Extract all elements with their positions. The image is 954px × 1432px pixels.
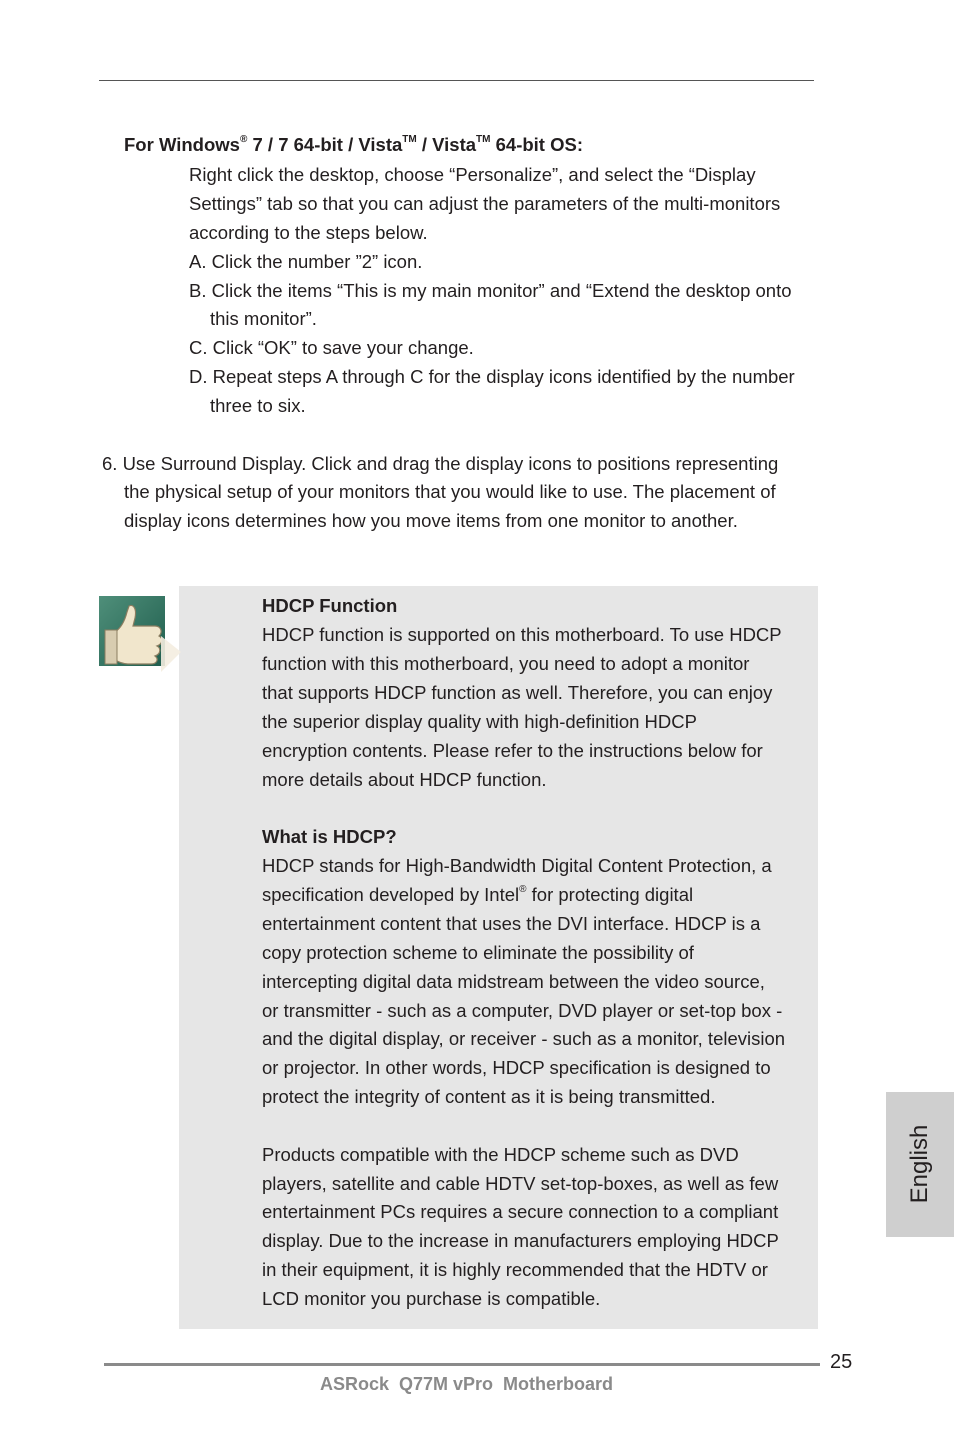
step-6-cont: the physical setup of your monitors that you would like to use. The placement of <box>124 481 776 502</box>
what-is-hdcp-title: What is HDCP? <box>262 826 397 847</box>
hdcp-para1-line: encryption contents. Please refer to the instructions below for <box>262 740 763 761</box>
hdcp-para2-line: copy protection scheme to eliminate the possibility of <box>262 942 694 963</box>
hdcp-para2-line: intercepting digital data midstream between the video source, <box>262 971 765 992</box>
hdcp-para3-line: display. Due to the increase in manufacturers employing HDCP <box>262 1230 779 1251</box>
hdcp-title: HDCP Function <box>262 595 398 616</box>
hdcp-para3-line: in their equipment, it is highly recommended that the HDTV or <box>262 1259 768 1280</box>
hdcp-para2-line: protect the integrity of content as it is being transmitted. <box>262 1086 716 1107</box>
windows-line: Settings” tab so that you can adjust the parameters of the multi-monitors <box>189 193 781 214</box>
hdcp-para1-line: that supports HDCP function as well. Therefore, you can enjoy <box>262 682 773 703</box>
footer-title: ASRock Q77M vPro Motherboard <box>320 1374 614 1394</box>
hdcp-para1-line: function with this motherboard, you need to adopt a monitor <box>262 653 750 674</box>
step-b: B. Click the items “This is my main monitor” and “Extend the desktop onto <box>189 280 792 301</box>
hdcp-para3-line: entertainment PCs requires a secure connection to a compliant <box>262 1201 779 1222</box>
footer-rule <box>104 1363 820 1366</box>
step-6: 6. Use Surround Display. Click and drag the display icons to positions representing <box>102 453 779 474</box>
step-a: A. Click the number ”2” icon. <box>189 251 423 272</box>
page-number: 25 <box>830 1351 853 1373</box>
hdcp-para3-line: players, satellite and cable HDTV set-top-boxes, as well as few <box>262 1173 779 1194</box>
windows-heading: For Windows® 7 / 7 64-bit / Vista™ / Vista™ 64-bit OS: <box>124 133 583 155</box>
step-d-cont: three to six. <box>210 395 306 416</box>
hdcp-para1-line: HDCP function is supported on this motherboard. To use HDCP <box>262 624 782 645</box>
hdcp-para3-line: Products compatible with the HDCP scheme such as DVD <box>262 1144 739 1165</box>
hdcp-para2-line: and the digital display, or receiver - such as a monitor, television <box>262 1028 786 1049</box>
step-b-cont: this monitor”. <box>210 308 317 329</box>
step-c: C. Click “OK” to save your change. <box>189 337 474 358</box>
step-d: D. Repeat steps A through C for the display icons identified by the number <box>189 366 795 387</box>
hdcp-para2-line: or projector. In other words, HDCP specification is designed to <box>262 1057 771 1078</box>
language-label: English <box>906 1124 933 1204</box>
hdcp-para1-line: more details about HDCP function. <box>262 769 547 790</box>
hdcp-para3-line: LCD monitor you purchase is compatible. <box>262 1288 601 1309</box>
header-rule <box>99 80 814 81</box>
language-tab <box>886 1092 954 1237</box>
hdcp-para2-line: entertainment content that uses the DVI interface. HDCP is a <box>262 913 761 934</box>
step-6-cont: display icons determines how you move items from one monitor to another. <box>124 510 738 531</box>
hdcp-para2-line: specification developed by Intel® for protecting digital <box>262 883 694 905</box>
hdcp-para1-line: the superior display quality with high-definition HDCP <box>262 711 697 732</box>
hdcp-para2-line: HDCP stands for High-Bandwidth Digital Content Protection, a <box>262 855 772 876</box>
windows-line: according to the steps below. <box>189 222 428 243</box>
windows-line: Right click the desktop, choose “Personalize”, and select the “Display <box>189 164 756 185</box>
hdcp-para2-line: or transmitter - such as a computer, DVD player or set-top box - <box>262 1000 783 1021</box>
thumbs-up-icon <box>99 596 181 674</box>
